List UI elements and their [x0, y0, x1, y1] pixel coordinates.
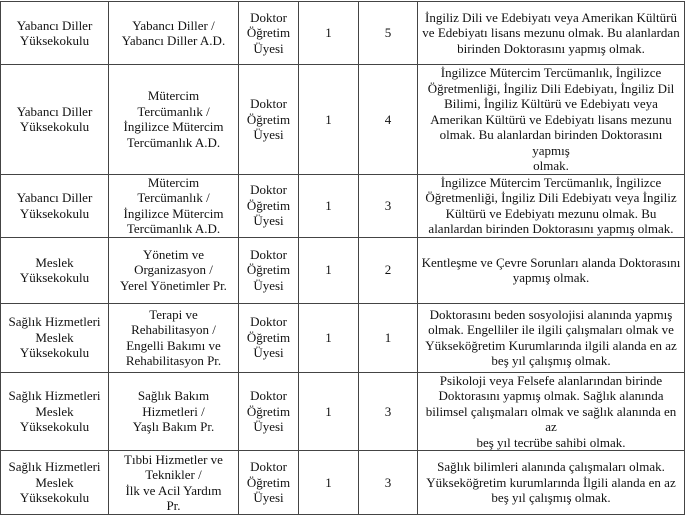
- positions-table: [0, 1, 685, 515]
- cell-unit: Yabancı Diller Yüksekokulu: [1, 174, 109, 237]
- cell-degree: 1: [299, 2, 359, 65]
- cell-unit: Meslek Yüksekokulu: [1, 237, 109, 303]
- cell-degree: 1: [299, 237, 359, 303]
- cell-unit: Yabancı Diller Yüksekokulu: [1, 2, 109, 65]
- cell-requirement: Sağlık bilimleri alanında çalışmaları olmak. Yükseköğretim kurumlarında İlgili alanda en az beş yıl çalışmış olmak.: [418, 451, 685, 515]
- table-row: [1, 174, 685, 237]
- cell-department: Mütercim Tercümanlık / İngilizce Mütercim Tercümanlık A.D.: [109, 65, 239, 175]
- cell-title: Doktor Öğretim Üyesi: [239, 237, 299, 303]
- cell-degree: 1: [299, 65, 359, 175]
- cell-title: Doktor Öğretim Üyesi: [239, 451, 299, 515]
- cell-department: Tıbbi Hizmetler ve Teknikler / İlk ve Acil Yardım Pr.: [109, 451, 239, 515]
- cell-count: 3: [359, 451, 418, 515]
- cell-degree: 1: [299, 372, 359, 451]
- cell-unit: Sağlık Hizmetleri Meslek Yüksekokulu: [1, 451, 109, 515]
- cell-degree: 1: [299, 174, 359, 237]
- table-row: [1, 237, 685, 303]
- cell-title: Doktor Öğretim Üyesi: [239, 372, 299, 451]
- cell-title: Doktor Öğretim Üyesi: [239, 65, 299, 175]
- cell-unit: Sağlık Hizmetleri Meslek Yüksekokulu: [1, 372, 109, 451]
- cell-unit: Yabancı Diller Yüksekokulu: [1, 65, 109, 175]
- cell-requirement: İngiliz Dili ve Edebiyatı veya Amerikan Kültürü ve Edebiyatı lisans mezunu olmak. Bu alanlardan birinden Doktorasını yapmış olmak.: [418, 2, 685, 65]
- cell-count: 2: [359, 237, 418, 303]
- cell-requirement: İngilizce Mütercim Tercümanlık, İngilizce Öğretmenliği, İngiliz Dili Edebiyatı, İngiliz Dil Bilimi, İngiliz Kültürü ve Edebiyatı veya Amerikan Kültürü ve Edebiyatı lisans mezunu olmak. Bu alanlardan birinden Doktorasını yapmış olmak.: [418, 65, 685, 175]
- cell-degree: 1: [299, 303, 359, 372]
- cell-count: 4: [359, 65, 418, 175]
- table-row: [1, 372, 685, 451]
- cell-department: Yönetim ve Organizasyon / Yerel Yönetimler Pr.: [109, 237, 239, 303]
- table-row: [1, 303, 685, 372]
- cell-count: 3: [359, 372, 418, 451]
- cell-requirement: Psikoloji veya Felsefe alanlarından birinde Doktorasını yapmış olmak. Sağlık alanında bilimsel çalışmaları olmak ve sağlık alanında en az beş yıl tecrübe sahibi olmak.: [418, 372, 685, 451]
- cell-department: Yabancı Diller / Yabancı Diller A.D.: [109, 2, 239, 65]
- cell-count: 3: [359, 174, 418, 237]
- cell-title: Doktor Öğretim Üyesi: [239, 174, 299, 237]
- cell-count: 1: [359, 303, 418, 372]
- cell-unit: Sağlık Hizmetleri Meslek Yüksekokulu: [1, 303, 109, 372]
- cell-count: 5: [359, 2, 418, 65]
- cell-title: Doktor Öğretim Üyesi: [239, 2, 299, 65]
- table-row: [1, 2, 685, 65]
- table-row: [1, 451, 685, 515]
- cell-requirement: Doktorasını beden sosyolojisi alanında yapmış olmak. Engelliler ile ilgili çalışmaları olmak ve Yükseköğretim Kurumlarında ilgili alanda en az beş yıl çalışmış olmak.: [418, 303, 685, 372]
- cell-department: Sağlık Bakım Hizmetleri / Yaşlı Bakım Pr.: [109, 372, 239, 451]
- cell-title: Doktor Öğretim Üyesi: [239, 303, 299, 372]
- cell-requirement: İngilizce Mütercim Tercümanlık, İngilizce Öğretmenliği, İngiliz Dili Edebiyatı veya İngiliz Kültürü ve Edebiyatı mezunu olmak. Bu alanlardan birinden Doktorasını yapmış olmak.: [418, 174, 685, 237]
- cell-department: Terapi ve Rehabilitasyon / Engelli Bakımı ve Rehabilitasyon Pr.: [109, 303, 239, 372]
- cell-department: Mütercim Tercümanlık / İngilizce Mütercim Tercümanlık A.D.: [109, 174, 239, 237]
- cell-degree: 1: [299, 451, 359, 515]
- cell-requirement: Kentleşme ve Çevre Sorunları alanda Doktorasını yapmış olmak.: [418, 237, 685, 303]
- table-row: [1, 65, 685, 175]
